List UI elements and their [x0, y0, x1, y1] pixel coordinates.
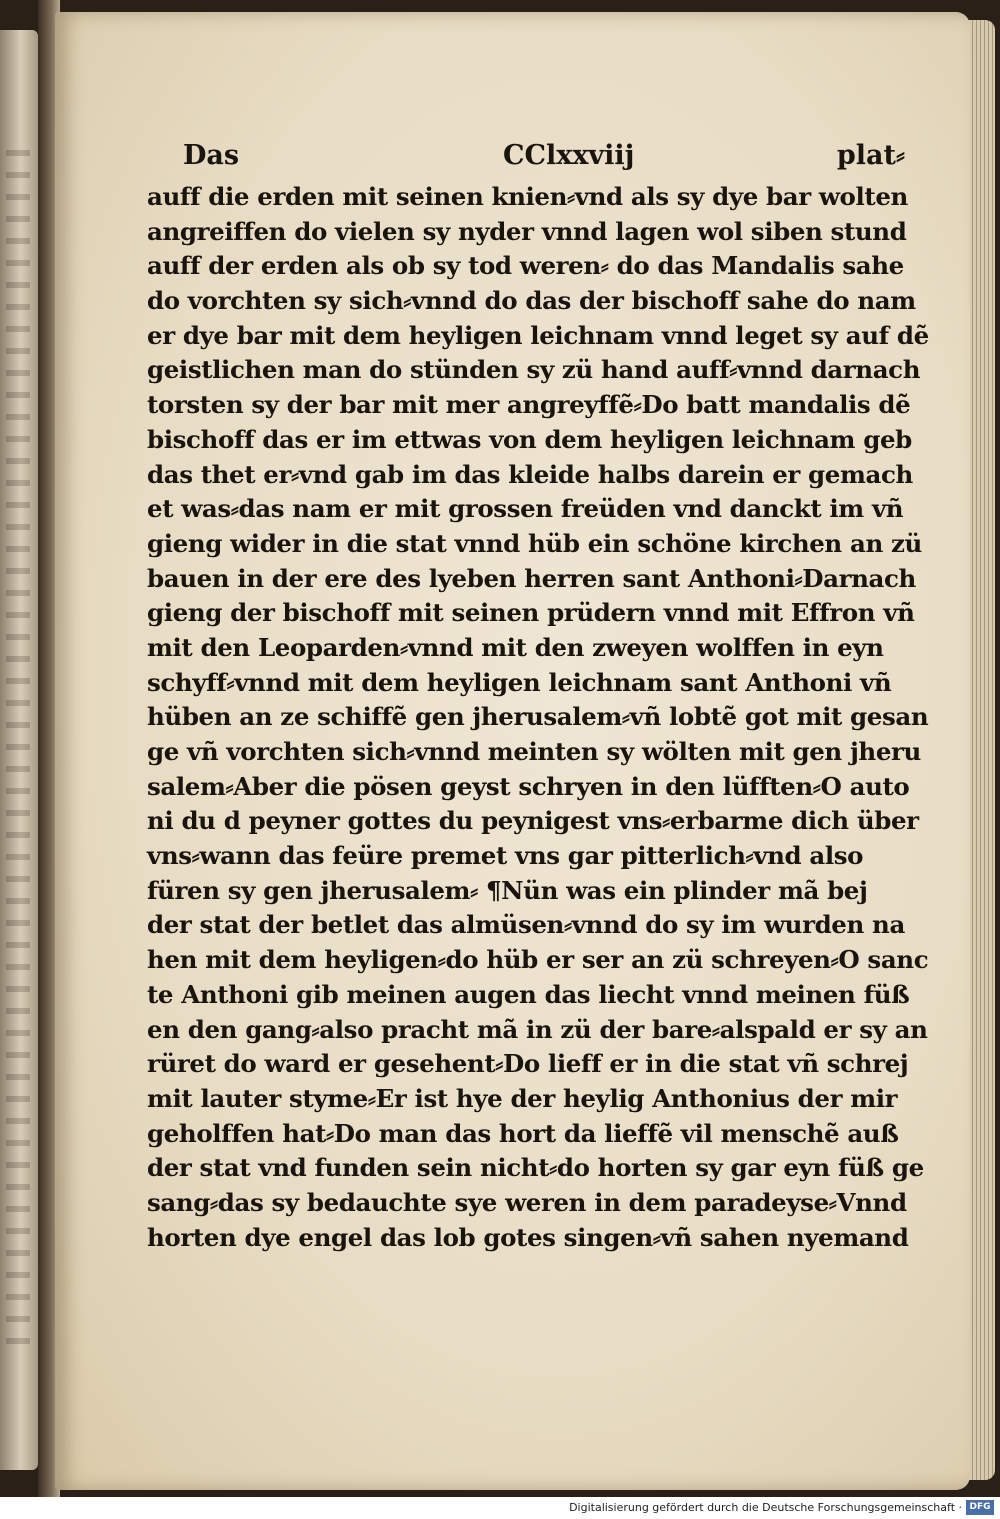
text-line: gieng der bischoff mit seinen prüdern vnnd mit Effron vñ: [147, 598, 915, 628]
previous-page-text-bleed: [6, 150, 30, 1350]
text-line: schyff⸗vnnd mit dem heyligen leichnam sant Anthoni vñ: [147, 667, 892, 697]
text-line: füren sy gen jherusalem⸗ ¶Nün was ein plinder mã bej: [147, 875, 868, 905]
text-line: mit lauter styme⸗Er ist hye der heylig Anthonius der mir: [147, 1083, 898, 1113]
text-line: en den gang⸗also pracht mã in zü der bare⸗alspald er sy an: [147, 1014, 928, 1044]
text-line: sang⸗das sy bedauchte sye weren in dem paradeyse⸗Vnnd: [147, 1187, 907, 1217]
funding-credit: Digitalisierung gefördert durch die Deutsche Forschungsgemeinschaft ·: [569, 1501, 962, 1514]
text-block: [147, 180, 929, 1255]
text-line: horten dye engel das lob gotes singen⸗vñ sahen nyemand: [147, 1222, 909, 1252]
text-line: gieng wider in die stat vnnd hüb ein schöne kirchen an zü: [147, 528, 922, 558]
text-line: hüben an ze schiffẽ gen jherusalem⸗vñ lobtẽ got mit gesan: [147, 702, 929, 732]
previous-page-edge: [0, 30, 38, 1470]
page-header: [183, 140, 905, 180]
text-line: bischoff das er im ettwas von dem heyligen leichnam geb: [147, 424, 912, 454]
text-line: ni du d peyner gottes du peynigest vns⸗erbarme dich über: [147, 806, 919, 836]
text-line: auff der erden als ob sy tod weren⸗ do das Mandalis sahe: [147, 251, 904, 281]
header-right: plat⸗: [836, 140, 905, 171]
text-line: te Anthoni gib meinen augen das liecht vnnd meinen füß: [147, 979, 910, 1009]
text-line: ge vñ vorchten sich⸗vnnd meinten sy wölten mit gen jheru: [147, 737, 921, 766]
text-line: er dye bar mit dem heyligen leichnam vnnd leget sy auf dẽ: [147, 320, 929, 350]
printed-page: [55, 12, 970, 1490]
text-line: der stat der betlet das almüsen⸗vnnd do sy im wurden na: [147, 910, 905, 940]
text-line: hen mit dem heyligen⸗do hüb er ser an zü schreyen⸗O sanc: [147, 945, 929, 975]
text-line: torsten sy der bar mit mer angreyffẽ⸗Do batt mandalis dẽ: [147, 390, 911, 420]
text-line: geholffen hat⸗Do man das hort da lieffẽ vil menschẽ auß: [147, 1118, 899, 1148]
text-line: vns⸗wann das feüre premet vns gar pitterlich⸗vnd also: [147, 841, 864, 871]
text-line: das thet er⸗vnd gab im das kleide halbs darein er gemach: [147, 459, 913, 489]
footer-bar: [0, 1497, 1000, 1519]
text-line: bauen in der ere des lyeben herren sant Anthoni⸗Darnach: [147, 563, 916, 593]
folio-number: CClxxviij: [503, 140, 635, 171]
dfg-logo-icon[interactable]: DFG: [966, 1500, 994, 1515]
text-line: der stat vnd funden sein nicht⸗do horten sy gar eyn füß ge: [147, 1153, 924, 1183]
text-line: geistlichen man do stünden sy zü hand auff⸗vnnd darnach: [147, 355, 921, 385]
text-line: do vorchten sy sich⸗vnnd do das der bischoff sahe do nam: [147, 286, 916, 316]
text-line: angreiffen do vielen sy nyder vnnd lagen wol siben stund: [147, 216, 907, 246]
text-line: et was⸗das nam er mit grossen freüden vnd danckt im vñ: [147, 494, 904, 524]
text-line: rüret do ward er gesehent⸗Do lieff er in die stat vñ schrej: [147, 1049, 909, 1079]
text-line: auff die erden mit seinen knien⸗vnd als sy dye bar wolten: [147, 182, 908, 211]
text-line: mit den Leoparden⸗vnnd mit den zweyen wolffen in eyn: [147, 632, 884, 662]
text-line: salem⸗Aber die pösen geyst schryen in den lüfften⸗O auto: [147, 771, 910, 801]
header-left: Das: [183, 140, 240, 171]
